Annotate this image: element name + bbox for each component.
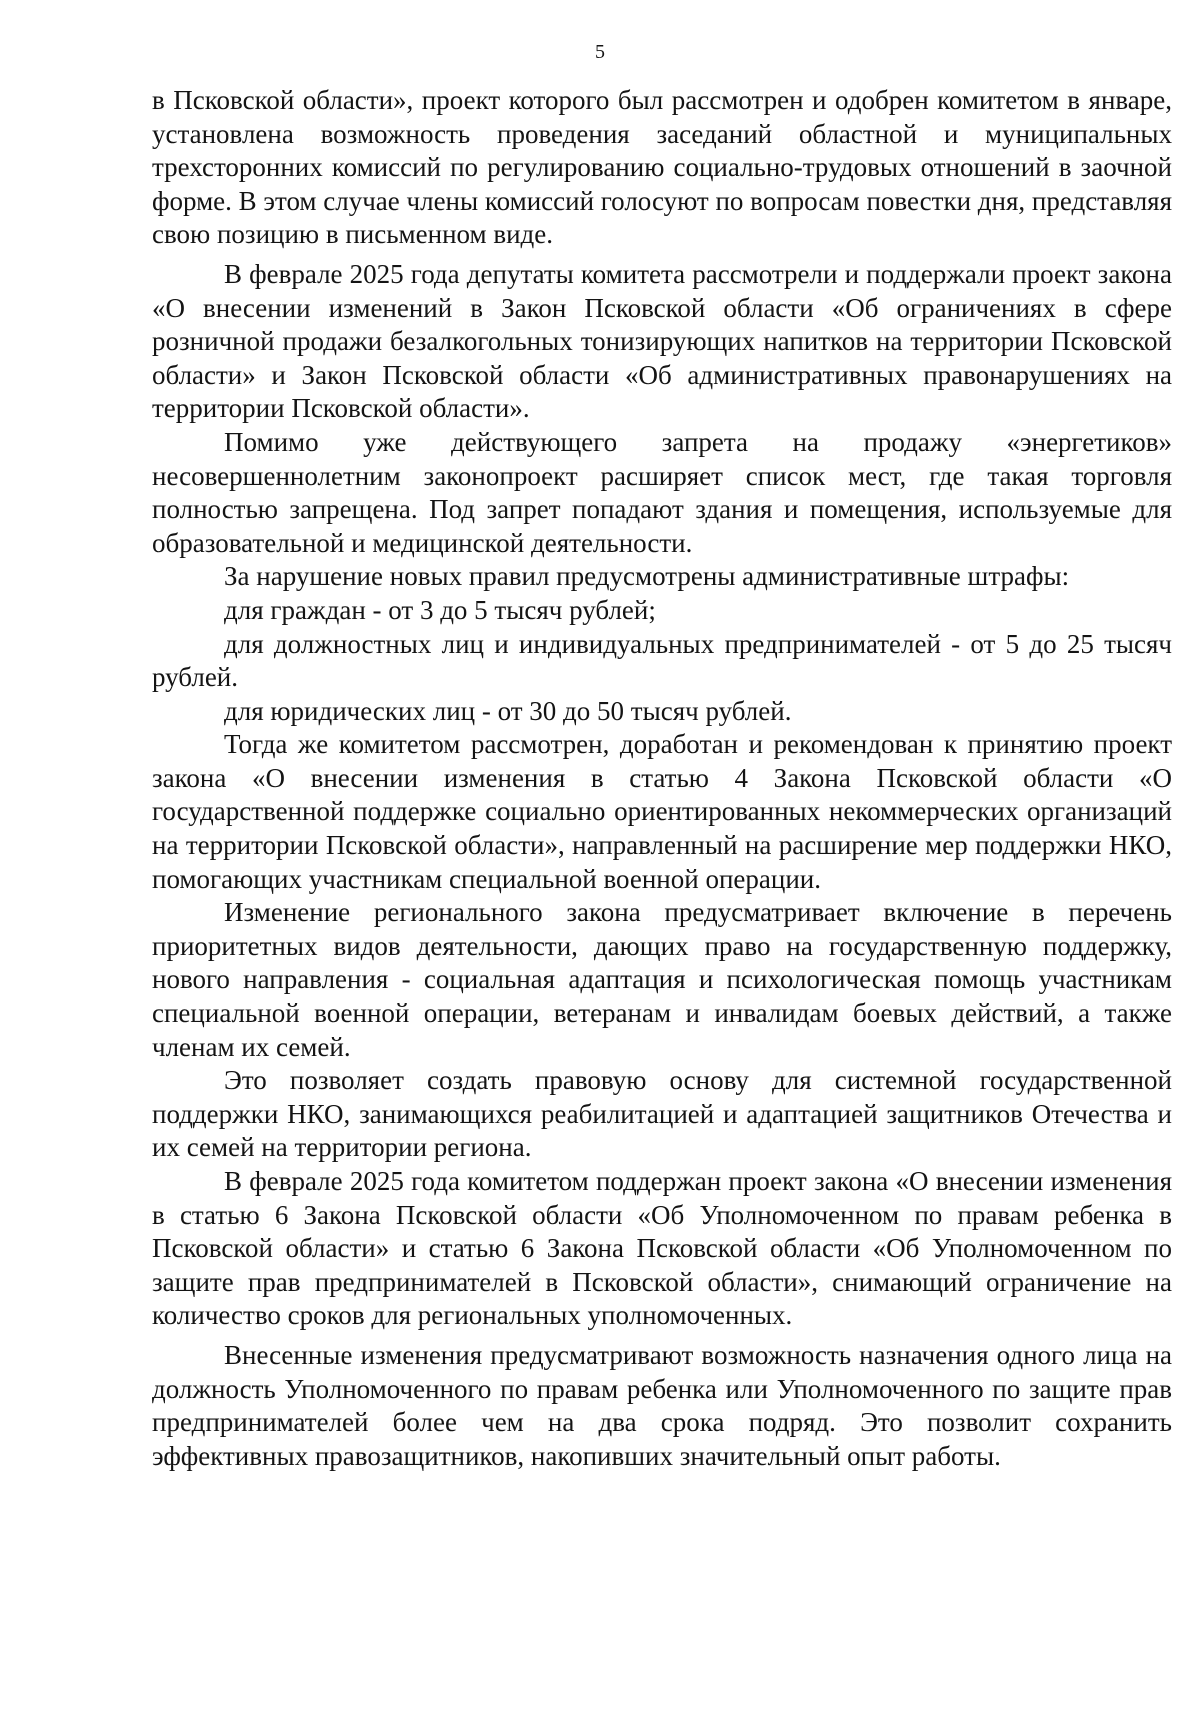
- paragraph-commission-meetings: в Псковской области», проект которого был рассмотрен и одобрен комитетом в январе, установлена возможность проведения заседаний областной и муниципальных трехсторонних комиссий по регулированию социально-трудовых отношений в заочной форме. В этом случае члены комиссий голосуют по вопросам повестки дня, представляя свою позицию в письменном виде.: [152, 85, 1173, 250]
- paragraph-ombudsman-terms: Внесенные изменения предусматривают возможность назначения одного лица на должность Уполномоченного по правам ребенка или Уполномоченного по защите прав предпринимателей более чем на два срока подряд. Это позволит сохранить эффективных правозащитников, накопивших значительный опыт работы.: [152, 1339, 1172, 1471]
- paragraph-sales-ban: Помимо уже действующего запрета на продажу «энергетиков» несовершеннолетним законопроект расширяет список мест, где такая торговля полностью запрещена. Под запрет попадают здания и помещения, используемые для образовательной и медицинской деятельности.: [152, 426, 1172, 558]
- paragraph-fine-legal-entities: для юридических лиц - от 30 до 50 тысяч рублей.: [224, 695, 792, 726]
- paragraph-nko-support-bill: Тогда же комитетом рассмотрен, доработан и рекомендован к принятию проект закона «О внесении изменения в статью 4 Закона Псковской области «О государственной поддержке социально ориентированных некоммерческих организаций на территории Псковской области», направленный на расширение мер поддержки НКО, помогающих участникам специальной военной операции.: [152, 729, 1172, 894]
- paragraph-fine-officials: для должностных лиц и индивидуальных предпринимателей - от 5 до 25 тысяч рублей.: [152, 628, 1172, 693]
- paragraph-legal-basis: Это позволяет создать правовую основу для системной государственной поддержки НКО, занимающихся реабилитацией и адаптацией защитников Отечества и их семей на территории региона.: [152, 1065, 1172, 1163]
- document-body: [152, 84, 1172, 1473]
- paragraph-energy-drinks-bill: В феврале 2025 года депутаты комитета рассмотрели и поддержали проект закона «О внесении изменений в Закон Псковской области «Об ограничениях в сфере розничной продажи безалкогольных тонизирующих напитков на территории Псковской области» и Закон Псковской области «Об административных правонарушениях на территории Псковской области».: [152, 258, 1172, 424]
- paragraph-fines-intro: За нарушение новых правил предусмотрены административные штрафы:: [224, 561, 1070, 592]
- paragraph-fine-citizens: для граждан - от 3 до 5 тысяч рублей;: [224, 594, 656, 625]
- page-number: 5: [595, 41, 605, 63]
- paragraph-ombudsman-bill: В феврале 2025 года комитетом поддержан проект закона «О внесении изменения в статью 6 Закона Псковской области «Об Уполномоченном по правам ребенка в Псковской области» и статью 6 Закона Псковской области «Об Уполномоченном по защите прав предпринимателей в Псковской области», снимающий ограничение на количество сроков для региональных уполномоченных.: [152, 1166, 1172, 1331]
- paragraph-regional-law-change: Изменение регионального закона предусматривает включение в перечень приоритетных видов деятельности, дающих право на государственную поддержку, нового направления - социальная адаптация и психологическая помощь участникам специальной военной операции, ветеранам и инвалидам боевых действий, а также членам их семей.: [152, 897, 1172, 1062]
